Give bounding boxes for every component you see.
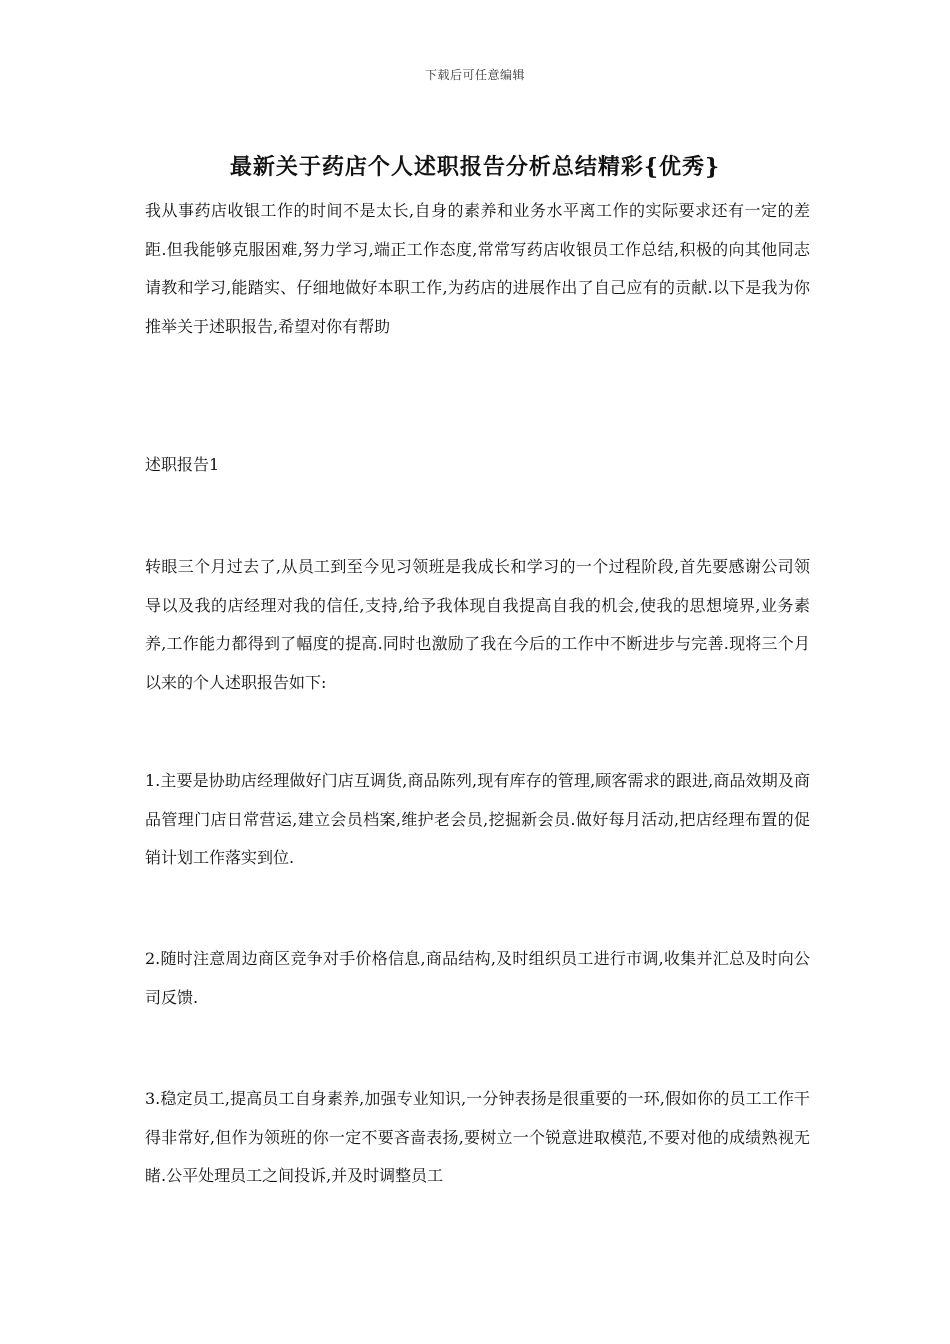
list-item-1: 1.主要是协助店经理做好门店互调货,商品陈列,现有库存的管理,顾客需求的跟进,商品效期及商品管理门店日常营运,建立会员档案,维护老会员,挖掘新会员.做好每月活动,把店经理布置的促销计划工作落实到位. (145, 771, 810, 867)
intro-paragraph: 我从事药店收银工作的时间不是太长,自身的素养和业务水平离工作的实际要求还有一定的差距.但我能够克服困难,努力学习,端正工作态度,常常写药店收银员工作总结,积极的向其他同志请教和学习,能踏实、仔细地做好本职工作,为药店的进展作出了自己应有的贡献.以下是我为你推举关于述职报告,希望对你有帮助 (145, 201, 810, 336)
list-item-3: 3.稳定员工,提高员工自身素养,加强专业知识,一分钟表扬是很重要的一环,假如你的员工工作干得非常好,但作为领班的你一定不要吝啬表扬,要树立一个锐意进取模范,不要对他的成绩熟视无睹.公平处理员工之间投诉,并及时调整员工 (145, 1089, 810, 1185)
list-item-2: 2.随时注意周边商区竞争对手价格信息,商品结构,及时组织员工进行市调,收集并汇总及时向公司反馈. (145, 949, 810, 1007)
download-edit-note: 下载后可任意编辑 (424, 68, 525, 82)
transition-paragraph: 转眼三个月过去了,从员工到至今见习领班是我成长和学习的一个过程阶段,首先要感谢公司领导以及我的店经理对我的信任,支持,给予我体现自我提高自我的机会,使我的思想境界,业务素养,工作能力都得到了幅度的提高.同时也激励了我在今后的工作中不断进步与完善.现将三个月以来的个人述职报告如下: (145, 557, 810, 692)
document-title: 最新关于药店个人述职报告分析总结精彩{优秀} (229, 154, 721, 180)
section-heading: 述职报告1 (145, 455, 220, 474)
